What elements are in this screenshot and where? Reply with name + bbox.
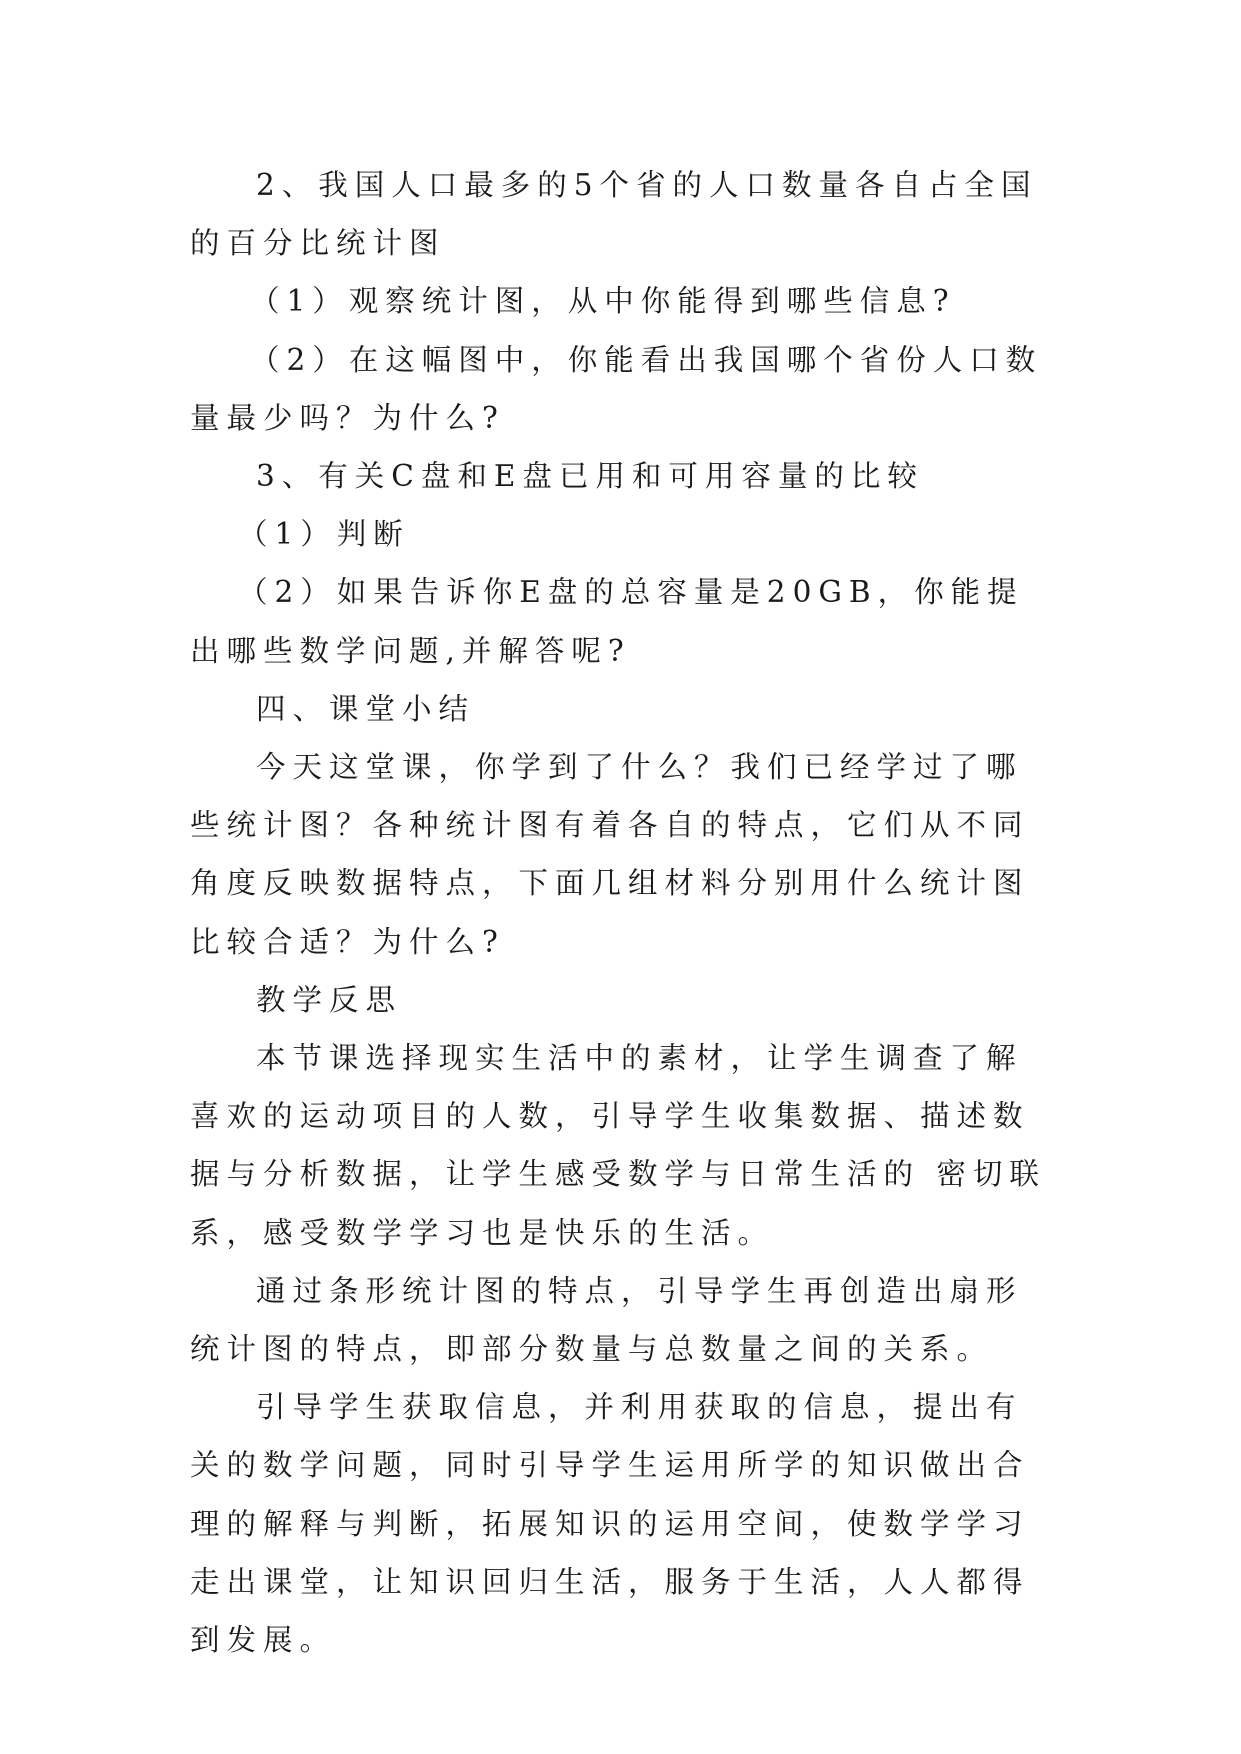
section-heading-reflection: 教学反思 <box>256 982 403 1017</box>
document-body <box>190 156 1050 1669</box>
paragraph-population-chart: 2、我国人口最多的5个省的人口数量各自占全国的百分比统计图 <box>190 168 1038 261</box>
paragraph-judge: （1）判断 <box>238 517 410 552</box>
paragraph-disk-comparison: 3、有关C盘和E盘已用和可用容量的比较 <box>256 459 924 494</box>
paragraph-reflection-3: 引导学生获取信息，并利用获取的信息，提出有关的数学问题，同时引导学生运用所学的知识做出合理的解释与判断，拓展知识的运用空间，使数学学习走出课堂，让知识回归生活，服务于生活，人人都得到发展。 <box>190 1390 1030 1658</box>
paragraph-disk-question: （2）如果告诉你E盘的总容量是20GB，你能提出哪些数学问题,并解答呢? <box>190 575 1024 668</box>
paragraph-question-2: （2）在这幅图中，你能看出我国哪个省份人口数量最少吗？为什么? <box>190 342 1043 435</box>
paragraph-question-1: （1）观察统计图，从中你能得到哪些信息? <box>250 284 956 319</box>
paragraph-summary: 今天这堂课，你学到了什么？我们已经学过了哪些统计图？各种统计图有着各自的特点，它们从不同角度反映数据特点，下面几组材料分别用什么统计图比较合适？为什么? <box>190 750 1030 959</box>
paragraph-reflection-2: 通过条形统计图的特点，引导学生再创造出扇形统计图的特点，即部分数量与总数量之间的关系。 <box>190 1273 1023 1367</box>
section-heading-summary: 四、课堂小结 <box>256 691 476 726</box>
paragraph-reflection-1: 本节课选择现实生活中的素材，让学生调查了解喜欢的运动项目的人数，引导学生收集数据、描述数据与分析数据，让学生感受数学与日常生活的 密切联系，感受数学学习也是快乐的生活。 <box>190 1041 1046 1250</box>
